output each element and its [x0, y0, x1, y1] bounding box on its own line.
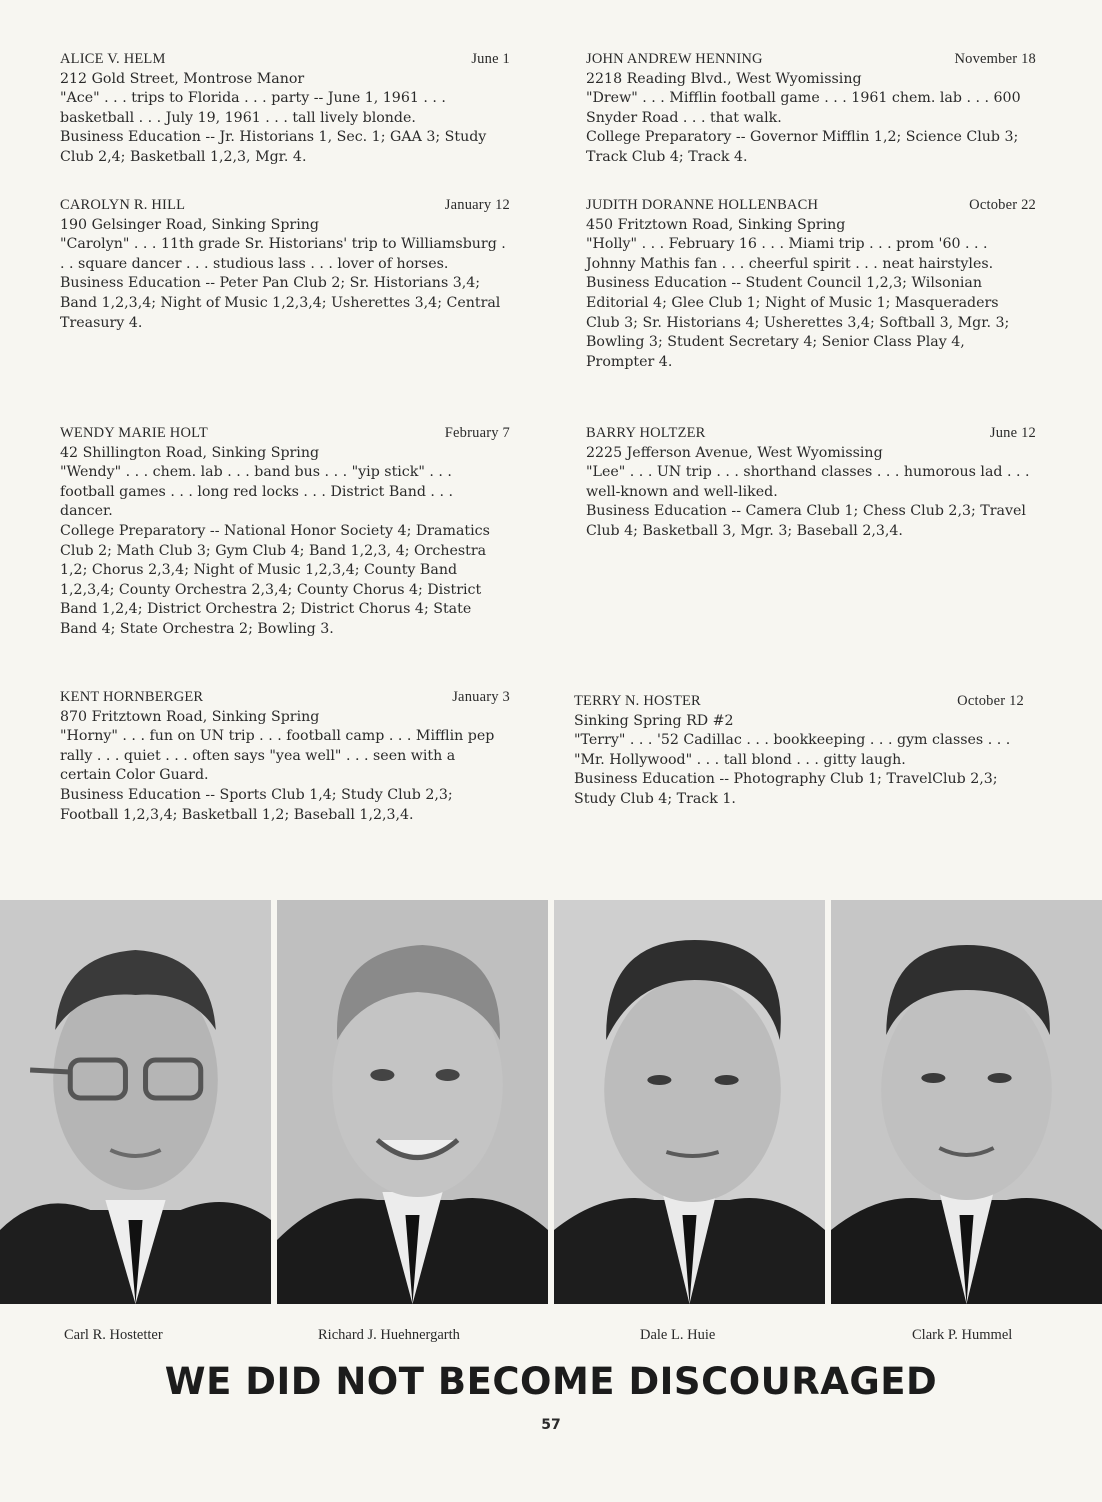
student-address: 42 Shillington Road, Sinking Spring — [60, 444, 320, 461]
student-address: Sinking Spring RD #2 — [574, 712, 734, 729]
senior-entry-hill — [60, 196, 510, 333]
student-remarks: "Wendy" . . . chem. lab . . . band bus . . . "yip stick" . . . football games . . . long red locks . . . District Band . . . dancer. — [60, 464, 453, 520]
student-remarks: "Horny" . . . fun on UN trip . . . football camp . . . Mifflin pep rally . . . quiet . . . often says "yea well" . . . seen with a certain Color Guard. — [60, 728, 495, 784]
student-remarks: "Terry" . . . '52 Cadillac . . . bookkeeping . . . gym classes . . . "Mr. Hollywood" . . . tall blond . . . gitty laugh. — [574, 732, 1011, 768]
student-name: JUDITH DORANNE HOLLENBACH — [586, 197, 819, 213]
birth-date: February 7 — [444, 425, 510, 441]
student-name: JOHN ANDREW HENNING — [586, 51, 763, 67]
student-name: BARRY HOLTZER — [586, 425, 706, 441]
student-address: 870 Fritztown Road, Sinking Spring — [60, 708, 320, 725]
student-remarks: "Drew" . . . Mifflin football game . . . 1961 chem. lab . . . 600 Snyder Road . . . that walk. — [586, 90, 1021, 126]
birth-date: January 3 — [452, 689, 510, 705]
student-name: TERRY N. HOSTER — [574, 693, 701, 709]
page-slogan: WE DID NOT BECOME DISCOURAGED — [164, 1360, 938, 1403]
birth-date: June 12 — [989, 425, 1036, 441]
student-activities: Business Education -- Student Council 1,2,3; Wilsonian Editorial 4; Glee Club 1; Night of Music 1; Masqueraders Club 3; Sr. Historians 4; Usherettes 3,4; Softball 3, Mgr. 3; Bowling 3; Student Secretary 4; Senior Class Play 4, Prompter 4. — [586, 275, 1010, 370]
student-name: KENT HORNBERGER — [60, 689, 204, 705]
photo-caption-hostetter: Carl R. Hostetter — [64, 1327, 163, 1343]
student-activities: Business Education -- Peter Pan Club 2; Sr. Historians 3,4; Band 1,2,3,4; Night of Music 1,2,3,4; Usherettes 3,4; Central Treasury 4. — [60, 275, 501, 331]
student-remarks: "Carolyn" . . . 11th grade Sr. Historians' trip to Williamsburg . . . square dancer . . . studious lass . . . lover of horses. — [60, 236, 506, 272]
portrait-row — [0, 900, 1102, 1304]
student-address: 190 Gelsinger Road, Sinking Spring — [60, 216, 319, 233]
student-address: 2218 Reading Blvd., West Wyomissing — [586, 70, 862, 87]
senior-entry-hoster — [574, 692, 1024, 810]
senior-entry-holtzer — [586, 424, 1036, 542]
photo-caption-hummel: Clark P. Hummel — [912, 1327, 1013, 1343]
birth-date: November 18 — [954, 51, 1036, 67]
student-address: 2225 Jefferson Avenue, West Wyomissing — [586, 444, 883, 461]
photo-caption-huie: Dale L. Huie — [640, 1327, 716, 1343]
student-remarks: "Holly" . . . February 16 . . . Miami trip . . . prom '60 . . . Johnny Mathis fan . . . cheerful spirit . . . neat hairstyles. — [586, 236, 994, 272]
portrait-photo-huie — [554, 900, 825, 1304]
student-name: ALICE V. HELM — [60, 51, 166, 67]
student-activities: Business Education -- Camera Club 1; Chess Club 2,3; Travel Club 4; Basketball 3, Mgr. 3; Baseball 2,3,4. — [586, 503, 1026, 539]
senior-entry-helm — [60, 50, 510, 168]
student-remarks: "Lee" . . . UN trip . . . shorthand classes . . . humorous lad . . . well-known and well-liked. — [586, 464, 1030, 500]
senior-entry-holt — [60, 424, 510, 640]
student-activities: College Preparatory -- National Honor Society 4; Dramatics Club 2; Math Club 3; Gym Club 4; Band 1,2,3, 4; Orchestra 1,2; Chorus 2,3,4; Night of Music 1,2,3,4; County Band 1,2,3,4; County Orchestra 2,3,4; County Chorus 4; District Band 1,2,4; District Orchestra 2; District Chorus 4; State Band 4; State Orchestra 2; Bowling 3. — [60, 522, 490, 637]
student-address: 450 Fritztown Road, Sinking Spring — [586, 216, 846, 233]
birth-date: October 22 — [969, 197, 1036, 213]
photo-caption-huehnergarth: Richard J. Huehnergarth — [318, 1327, 460, 1343]
page-number: 57 — [541, 1417, 561, 1433]
student-activities: College Preparatory -- Governor Mifflin 1,2; Science Club 3; Track Club 4; Track 4. — [586, 129, 1019, 165]
student-name: WENDY MARIE HOLT — [60, 425, 208, 441]
portrait-photo-huehnergarth — [277, 900, 548, 1304]
birth-date: October 12 — [957, 693, 1024, 709]
birth-date: January 12 — [444, 197, 510, 213]
student-activities: Business Education -- Jr. Historians 1, Sec. 1; GAA 3; Study Club 2,4; Basketball 1,2,3, Mgr. 4. — [60, 129, 487, 165]
portrait-photo-hostetter — [0, 900, 271, 1304]
portrait-photo-hummel — [831, 900, 1102, 1304]
student-address: 212 Gold Street, Montrose Manor — [60, 70, 305, 87]
senior-entry-henning — [586, 50, 1036, 168]
student-activities: Business Education -- Photography Club 1; TravelClub 2,3; Study Club 4; Track 1. — [574, 771, 998, 807]
student-remarks: "Ace" . . . trips to Florida . . . party -- June 1, 1961 . . . basketball . . . July 19, 1961 . . . tall lively blonde. — [60, 90, 446, 126]
senior-entry-hornberger — [60, 688, 510, 825]
birth-date: June 1 — [471, 51, 510, 67]
student-name: CAROLYN R. HILL — [60, 197, 186, 213]
senior-entry-hollenbach — [586, 196, 1036, 372]
student-activities: Business Education -- Sports Club 1,4; Study Club 2,3; Football 1,2,3,4; Basketball 1,2; Baseball 1,2,3,4. — [60, 786, 453, 823]
